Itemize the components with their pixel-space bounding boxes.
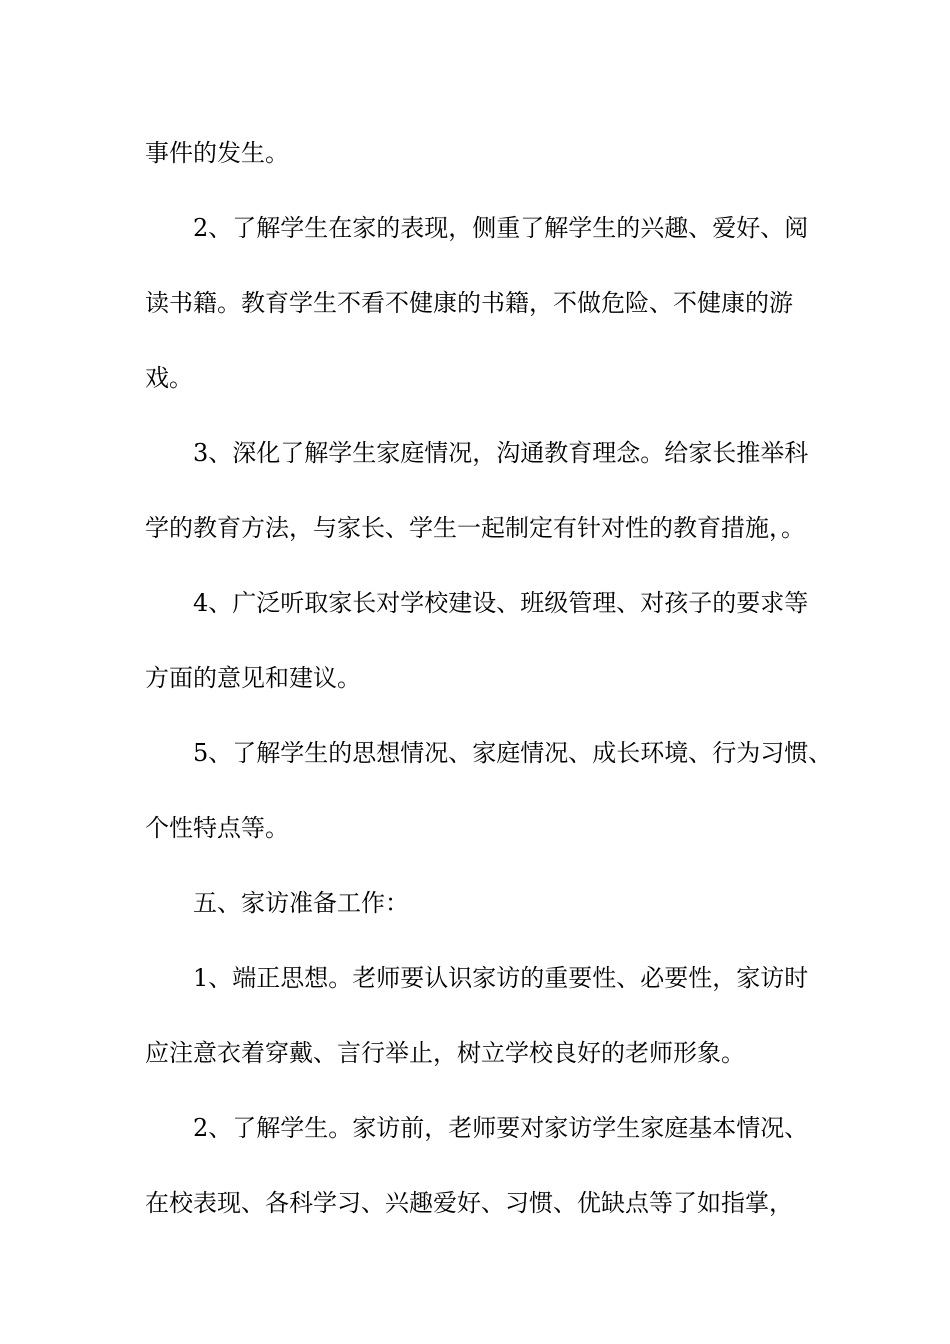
line-text: 五、家访准备工作： xyxy=(193,889,409,917)
line-text: 1、端正思想。老师要认识家访的重要性、必要性，家访时 xyxy=(193,964,809,992)
text-line xyxy=(0,808,950,848)
line-text: 事件的发生。 xyxy=(145,139,289,167)
section-heading xyxy=(0,883,950,923)
line-text: 3、深化了解学生家庭情况，沟通教育理念。给家长推举科 xyxy=(193,439,809,467)
line-text: 戏。 xyxy=(145,364,193,392)
text-line xyxy=(0,283,950,323)
line-text: 方面的意见和建议。 xyxy=(145,664,361,692)
paragraph-start-line xyxy=(0,433,950,473)
text-line xyxy=(0,133,950,173)
text-line xyxy=(0,658,950,698)
text-line xyxy=(0,1183,950,1223)
line-text: 在校表现、各科学习、兴趣爱好、习惯、优缺点等了如指掌， xyxy=(145,1189,793,1217)
line-text: 个性特点等。 xyxy=(145,814,289,842)
text-line xyxy=(0,508,950,548)
line-text: 5、了解学生的思想情况、家庭情况、成长环境、行为习惯、 xyxy=(193,739,833,767)
text-line xyxy=(0,1033,950,1073)
paragraph-start-line xyxy=(0,958,950,998)
line-text: 2、了解学生在家的表现，侧重了解学生的兴趣、爱好、阅 xyxy=(193,214,809,242)
line-text: 应注意衣着穿戴、言行举止，树立学校良好的老师形象。 xyxy=(145,1039,745,1067)
line-text: 学的教育方法，与家长、学生一起制定有针对性的教育措施，。 xyxy=(145,514,805,542)
line-text: 4、广泛听取家长对学校建设、班级管理、对孩子的要求等 xyxy=(193,589,809,617)
paragraph-start-line xyxy=(0,733,950,773)
paragraph-start-line xyxy=(0,583,950,623)
text-line xyxy=(0,358,950,398)
line-text: 读书籍。教育学生不看不健康的书籍，不做危险、不健康的游 xyxy=(145,289,793,317)
paragraph-start-line xyxy=(0,208,950,248)
paragraph-start-line xyxy=(0,1108,950,1148)
line-text: 2、了解学生。家访前，老师要对家访学生家庭基本情况、 xyxy=(193,1114,809,1142)
